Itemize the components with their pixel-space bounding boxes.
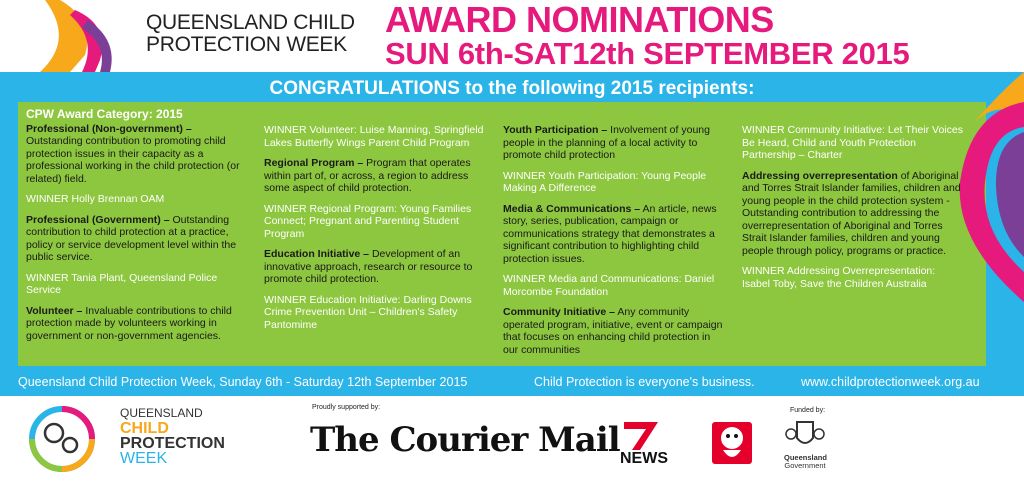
qld-gov-line2: Government [784,461,826,470]
qld-gov-logo [784,454,826,470]
award-winner: WINNER Volunteer: Luise Manning, Springfield Lakes Butterfly Wings Parent Child Program [264,124,484,149]
award-item [742,170,964,258]
org-name-line1: QUEENSLAND CHILD [146,11,355,34]
supported-label: Proudly supported by: [312,404,381,411]
award-desc: Program that operates within part of, or across, a region to address some aspect of child protection. [264,157,471,194]
award-item [26,305,248,343]
award-title: Professional (Non-government) – [26,122,192,135]
award-item [26,214,248,264]
award-winner: WINNER Media and Communications: Daniel Morcombe Foundation [503,273,715,298]
qld-gov-crest-icon [785,418,825,452]
award-title: Volunteer – [26,304,83,317]
award-title: Professional (Government) – [26,213,170,226]
footer-line [0,372,1024,394]
award-desc: Any community operated program, initiative, event or campaign that focuses on enhancing child protection in our communities [503,306,723,356]
award-item [264,157,486,195]
award-winner: WINNER Holly Brennan OAM [26,193,165,205]
award-title: Community Initiative – [503,306,616,318]
page-title: AWARD NOMINATIONS [385,0,774,40]
award-winner: WINNER Tania Plant, Queensland Police Service [26,271,218,296]
award-item [264,248,486,286]
qcpw-logo-icon [26,405,104,473]
page-dates: SUN 6th-SAT12th SEPTEMBER 2015 [385,36,910,71]
qcpw-logo-line3: PROTECTION [120,435,225,452]
qld-gov-line1: Queensland [784,453,827,462]
awards-column-1 [26,108,248,350]
award-winner: WINNER Addressing Overrepresentation: Isabel Toby, Save the Children Australia [742,265,936,290]
awards-column-3 [503,124,727,364]
award-desc: An article, news story, series, publication, campaign or communications strategy that demonstrates a significant contribution to highlighting child protection issues. [503,202,717,265]
award-title: Youth Participation – [503,124,608,136]
award-desc: Outstanding contribution to child protection at a practice, policy or service development level within the public service. [26,213,237,263]
footer-url-link[interactable]: www.childprotectionweek.org.au [801,375,980,389]
org-name-line2: PROTECTION WEEK [146,33,347,56]
swirl-decoration-top-left [0,0,120,72]
award-title: Education Initiative – [264,248,370,260]
funded-label: Funded by: [790,407,826,414]
kfc-logo-icon [710,420,754,466]
award-winner: WINNER Education Initiative: Darling Downs Crime Prevention Unit – Children's Safety Pantomime [264,293,472,331]
award-title: Media & Communications – [503,202,641,215]
qcpw-logo-text [120,406,225,466]
awards-column-4 [742,124,964,298]
org-name [146,12,376,56]
award-item [26,123,248,186]
award-desc: Outstanding contribution to promoting child protection issues in their capacity as a professional working in the child protection (or related) field. [26,135,240,185]
seven-logo-icon [620,420,660,450]
footer-event: Queensland Child Protection Week, Sunday 6th - Saturday 12th September 2015 [18,375,468,389]
award-title: Regional Program – [264,157,364,169]
award-item [503,203,727,266]
award-desc: Invaluable contributions to child protection made by volunteers working in government or non-government agencies. [26,304,232,342]
category-heading: CPW Award Category: 2015 [26,107,183,121]
qcpw-logo-line2: CHILD [120,420,169,437]
award-winner: WINNER Community Initiative: Let Their Voices Be Heard, Child and Youth Protection Partnership – Charter [742,124,963,161]
congrats-heading: CONGRATULATIONS to the following 2015 recipients: [269,78,755,99]
footer-slogan: Child Protection is everyone's business. [534,375,755,389]
award-winner: WINNER Regional Program: Young Families Connect; Pregnant and Parenting Student Program [264,202,472,240]
award-desc: of Aboriginal and Torres Strait Islander families, children and young people in the child protection system - Outstanding contribution to addressing the overrepresentation of Aboriginal and Torres Strait Islander families, children and young people through policy, programs or practice. [742,169,961,257]
award-item [503,306,727,356]
award-desc: Involvement of young people in the planning of a local activity to promote child protection [503,124,710,161]
award-title: Addressing overrepresentation [742,169,898,182]
qcpw-logo-line1: QUEENSLAND [120,406,203,420]
courier-mail-logo: The Courier Mail [310,420,620,460]
qcpw-logo-line4: WEEK [120,450,168,467]
award-item [503,124,727,162]
seven-news-logo: NEWS [620,450,668,467]
awards-column-2 [264,124,486,339]
award-winner: WINNER Youth Participation: Young People Making A Difference [503,169,707,194]
award-desc: Development of an innovative approach, research or resource to promote child protection. [264,248,473,285]
